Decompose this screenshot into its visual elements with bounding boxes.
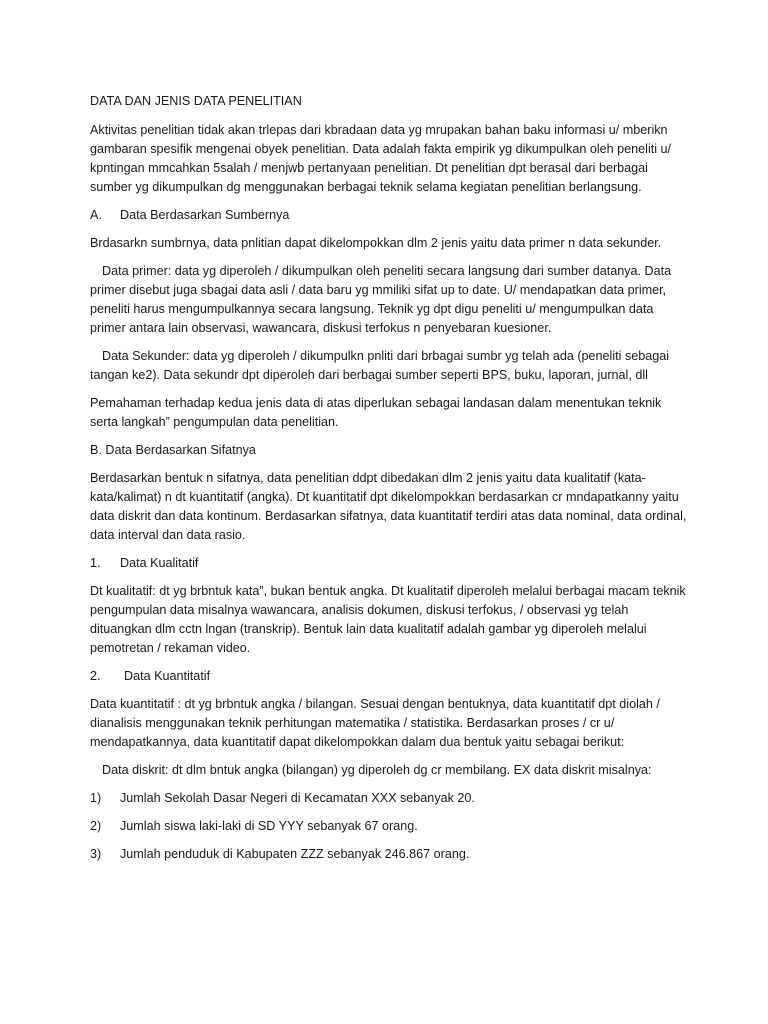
section-a-paragraph-1: Brdasarkn sumbrnya, data pnlitian dapat dikelompokkan dlm 2 jenis yaitu data primer n data sekunder. (90, 236, 662, 250)
subsection-2-paragraph-2: Data diskrit: dt dlm bntuk angka (bilangan) yg diperoleh dg cr membilang. EX data diskrit misalnya: (102, 763, 652, 777)
subsection-1-title: Data Kualitatif (120, 556, 199, 570)
section-a-title: Data Berdasarkan Sumbernya (120, 208, 290, 222)
subsection-1-number: 1. (90, 556, 101, 570)
subsection-2-heading (90, 667, 690, 686)
list-item-number: 2) (90, 819, 102, 833)
subsection-1-heading (90, 554, 690, 573)
list-item-text: Jumlah siswa laki-laki di SD YYY sebanyak 67 orang. (120, 819, 418, 833)
subsection-1-paragraph: Dt kualitatif: dt yg brbntuk kata”, bukan bentuk angka. Dt kualitatif diperoleh melalui berbagai macam teknik pengumpulan data misalnya wawancara, analisis dokumen, diskusi terfokus, / observasi yg telah dituangkan dlm cctn lngan (transkrip). Bentuk lain data kualitatif adalah gambar yg diperoleh melalui pemotretan / rekaman video. (90, 584, 686, 655)
section-a-heading (90, 206, 690, 225)
section-b-paragraph-1: Berdasarkan bentuk n sifatnya, data penelitian ddpt dibedakan dlm 2 jenis yaitu data kualitatif (kata-kata/kalimat) n dt kuantitatif (angka). Dt kuantitatif dpt dikelompokkan berdasarkan cr mndapatkanny yaitu data diskrit dan data kontinum. Berdasarkan sifatnya, data kuantitatif terdiri atas data nominal, data ordinal, data interval dan data rasio. (90, 471, 687, 542)
section-b-heading: B. Data Berdasarkan Sifatnya (90, 443, 256, 457)
list-item (90, 789, 690, 808)
intro-paragraph: Aktivitas penelitian tidak akan trlepas dari kbradaan data yg mrupakan bahan baku informasi u/ mberikn gambaran spesifik mengenai obyek penelitian. Data adalah fakta empirik yg dikumpulkan oleh peneliti u/ kpntingan mmcahkan 5salah / menjwb pertanyaan penelitian. Dt penelitian dpt berasal dari berbagai sumber yg dikumpulkan dg menggunakan berbagai teknik selama kegiatan penelitian berlangsung. (90, 123, 672, 194)
subsection-2-number: 2. (90, 669, 101, 683)
document-title: DATA DAN JENIS DATA PENELITIAN (90, 94, 302, 108)
section-a-paragraph-3: Data Sekunder: data yg diperoleh / dikumpulkn pnliti dari brbagai sumbr yg telah ada (peneliti sebagai tangan ke2). Data sekundr dpt diperoleh dari berbagai sumber seperti BPS, buku, laporan, jurnal, dll (90, 349, 670, 382)
list-item-text: Jumlah Sekolah Dasar Negeri di Kecamatan XXX sebanyak 20. (120, 791, 475, 805)
list-item (90, 845, 690, 864)
subsection-2-paragraph-1: Data kuantitatif : dt yg brbntuk angka / bilangan. Sesuai dengan bentuknya, data kuantitatif dpt diolah / dianalisis menggunakan teknik perhitungan matematika / statistika. Berdasarkan proses / cr u/ mendapatkannya, data kuantitatif dapat dikelompokkan dalam dua bentuk yaitu sebagai berikut: (90, 697, 660, 749)
section-a-paragraph-2: Data primer: data yg diperoleh / dikumpulkan oleh peneliti secara langsung dari sumber datanya. Data primer disebut juga sbagai data asli / data baru yg mmiliki sifat up to date. U/ mendapatkan data primer, peneliti harus mengumpulkannya secara langsung. Teknik yg dpt digu peneliti u/ mengumpulkan data primer antara lain observasi, wawancara, diskusi terfokus n penyebaran kuesioner. (90, 264, 672, 335)
list-item (90, 817, 690, 836)
list-item-number: 1) (90, 791, 102, 805)
document-body (90, 92, 690, 873)
list-item-number: 3) (90, 847, 102, 861)
list-item-text: Jumlah penduduk di Kabupaten ZZZ sebanyak 246.867 orang. (120, 847, 470, 861)
section-a-paragraph-4: Pemahaman terhadap kedua jenis data di atas diperlukan sebagai landasan dalam menentukan teknik serta langkah” pengumpulan data penelitian. (90, 396, 662, 429)
section-a-number: A. (90, 208, 102, 222)
subsection-2-title: Data Kuantitatif (124, 669, 211, 683)
